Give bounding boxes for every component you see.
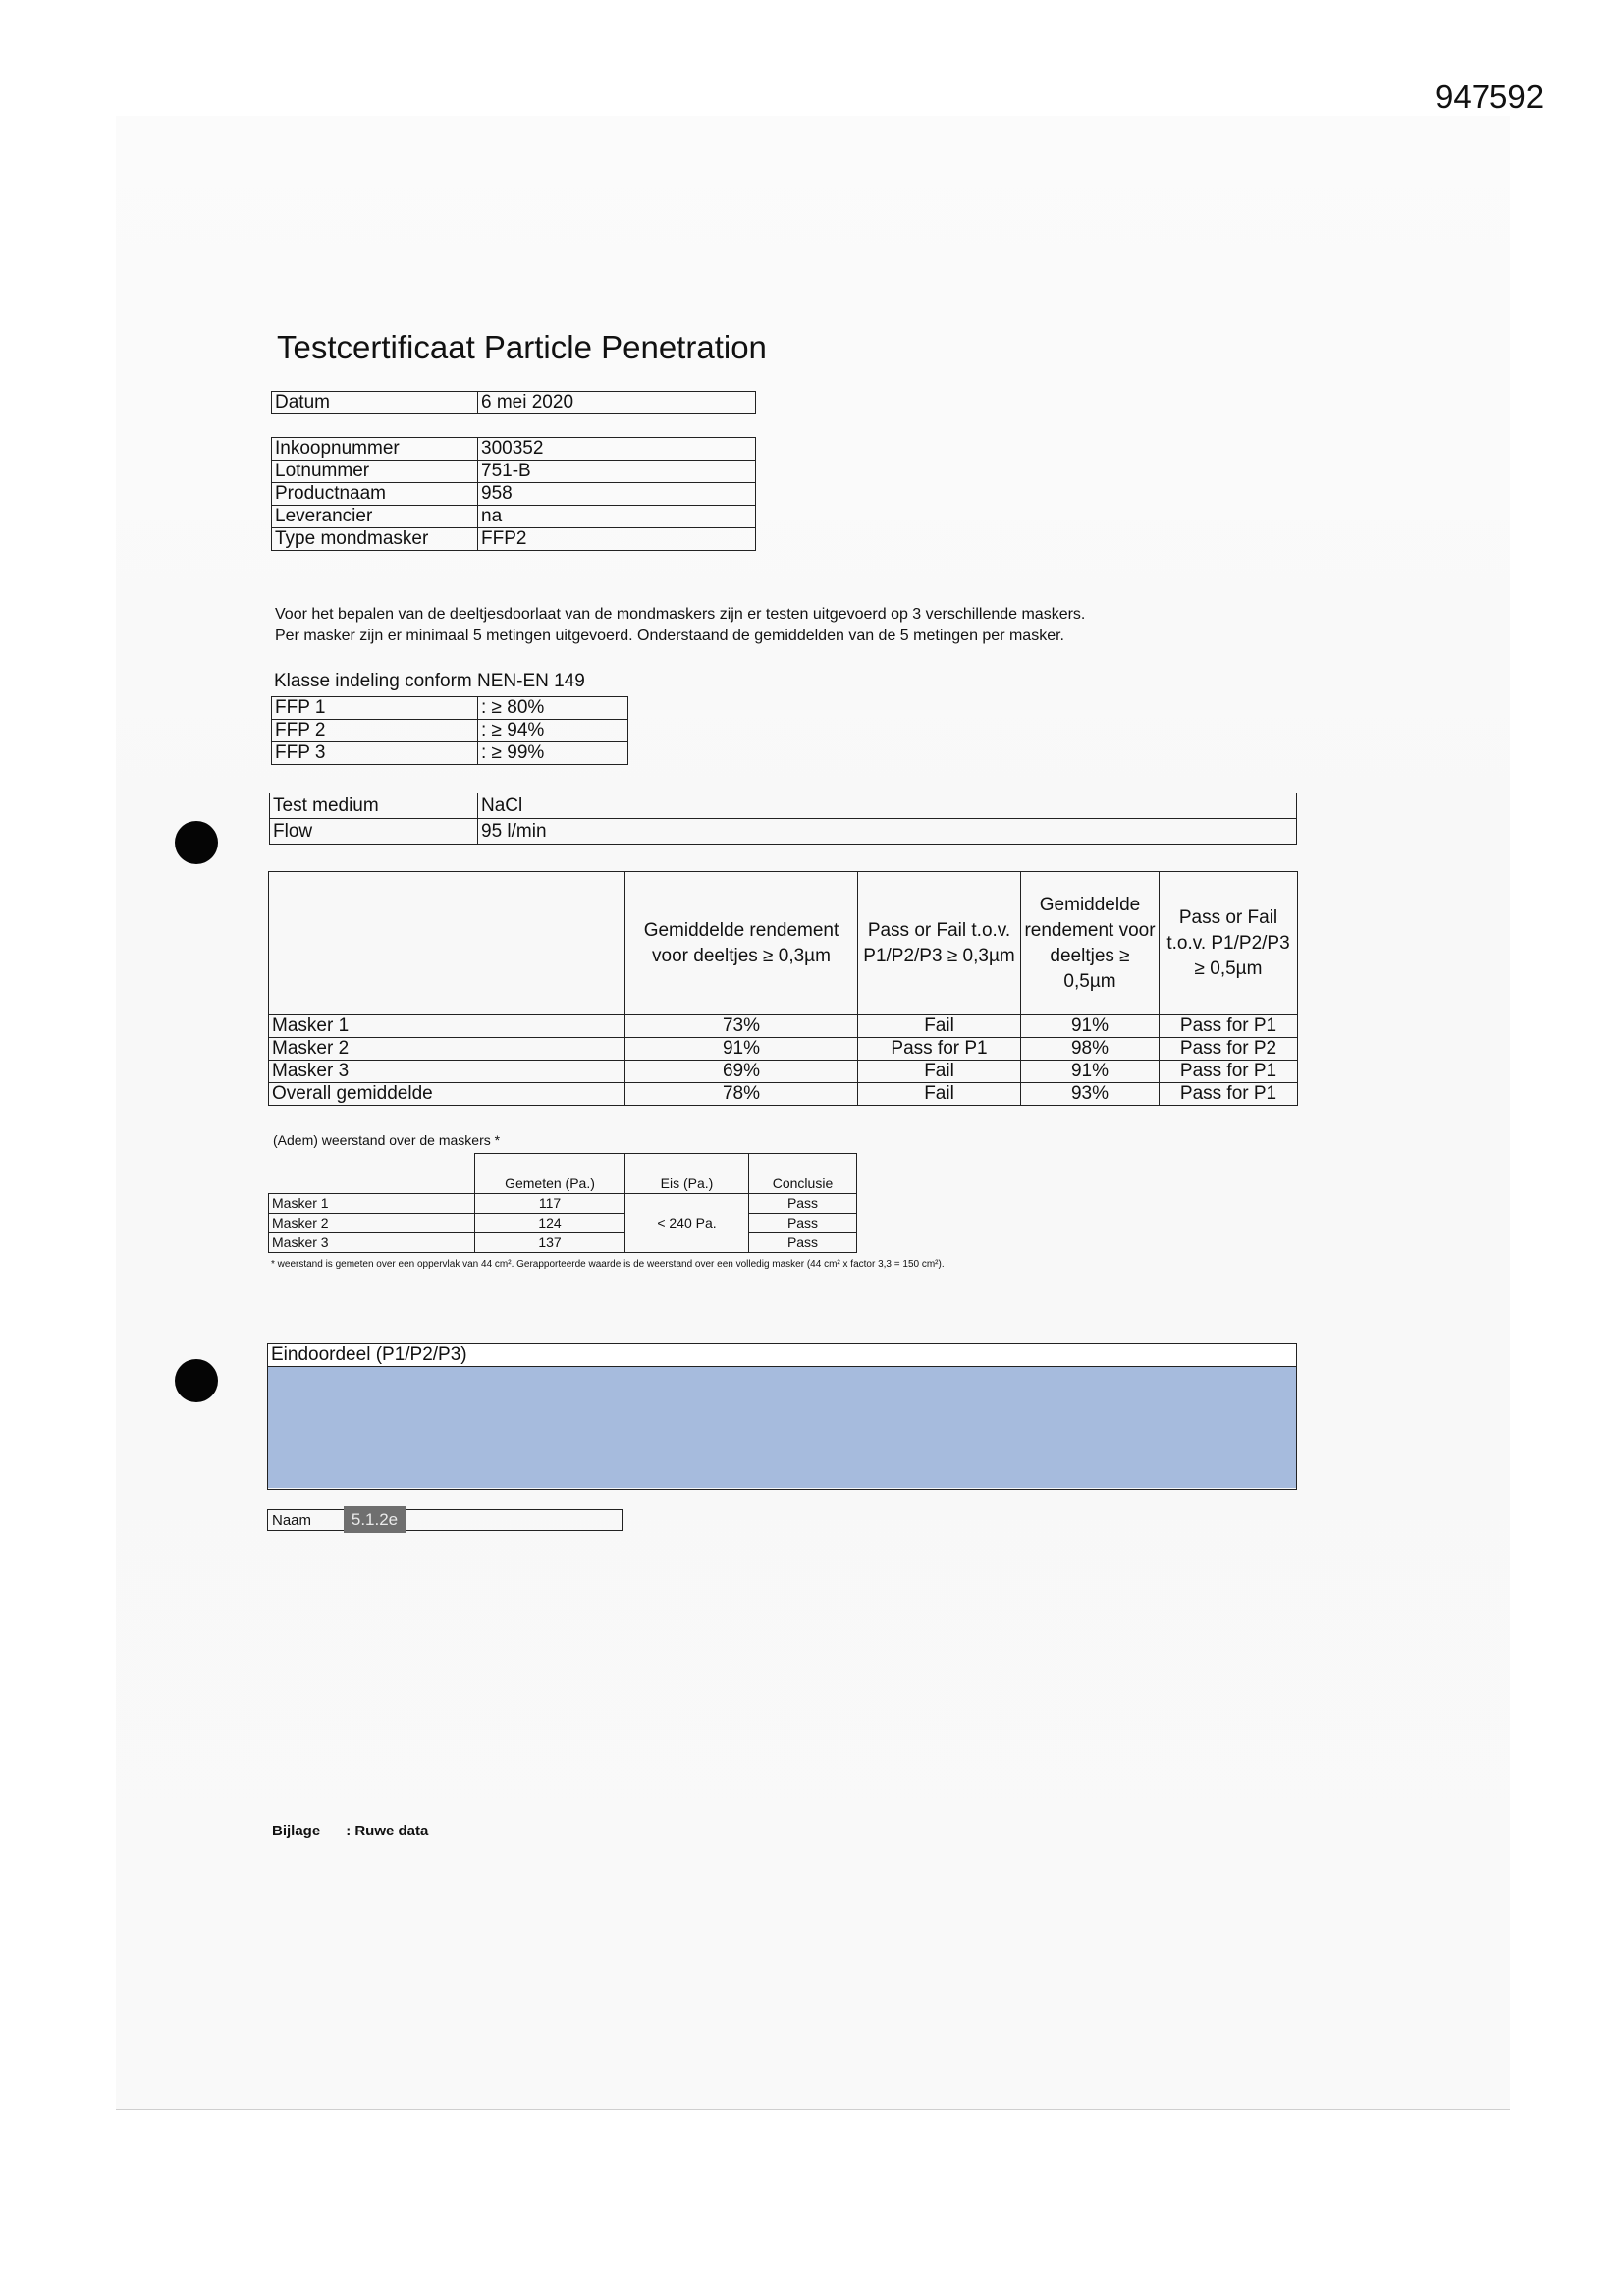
punch-hole xyxy=(175,821,218,864)
results-header-pf03: Pass or Fail t.o.v. P1/P2/P3 ≥ 0,3µm xyxy=(858,872,1021,1015)
adem-conclusie: Pass xyxy=(749,1233,857,1253)
results-row-label: Masker 3 xyxy=(269,1061,625,1083)
intro-paragraph xyxy=(275,604,1085,647)
klasse-row xyxy=(272,742,628,765)
product-info-label: Inkoopnummer xyxy=(272,438,478,461)
results-pf03: Fail xyxy=(858,1015,1021,1038)
datum-row xyxy=(272,392,756,414)
product-info-label: Leverancier xyxy=(272,506,478,528)
adem-row-label: Masker 2 xyxy=(269,1214,475,1233)
results-row xyxy=(269,1083,1298,1106)
adem-header-gemeten: Gemeten (Pa.) xyxy=(475,1154,625,1194)
results-row-label: Overall gemiddelde xyxy=(269,1083,625,1106)
intro-line: Per masker zijn er minimaal 5 metingen uitgevoerd. Onderstaand de gemiddelden van de 5 metingen per masker. xyxy=(275,628,1064,644)
adem-conclusie: Pass xyxy=(749,1194,857,1214)
product-info-table xyxy=(271,437,756,551)
product-info-value: 300352 xyxy=(478,438,756,461)
scan-edge-line xyxy=(116,2109,1510,2110)
eindoordeel-box xyxy=(267,1343,1297,1490)
adem-eis-value: < 240 Pa. xyxy=(625,1194,749,1253)
product-info-value: na xyxy=(478,506,756,528)
eindoordeel-fill xyxy=(268,1367,1296,1488)
test-condition-value: 95 l/min xyxy=(478,819,1297,845)
datum-value: 6 mei 2020 xyxy=(478,392,756,414)
adem-footnote: * weerstand is gemeten over een oppervlak van 44 cm². Gerapporteerde waarde is de weerstand over een volledig masker (44 cm² x factor 3,3 = 150 cm²). xyxy=(271,1259,945,1270)
product-info-row xyxy=(272,461,756,483)
results-pf03: Fail xyxy=(858,1083,1021,1106)
klasse-value: : ≥ 80% xyxy=(478,697,628,720)
adem-gemeten: 117 xyxy=(475,1194,625,1214)
results-eff05: 91% xyxy=(1021,1061,1160,1083)
results-eff03: 91% xyxy=(625,1038,858,1061)
datum-label: Datum xyxy=(272,392,478,414)
intro-line: Voor het bepalen van de deeltjesdoorlaat van de mondmaskers zijn er testen uitgevoerd op 3 verschillende maskers. xyxy=(275,606,1086,623)
adem-row xyxy=(269,1214,857,1233)
adem-table xyxy=(268,1153,857,1253)
adem-row xyxy=(269,1194,857,1214)
klasse-row xyxy=(272,720,628,742)
results-eff05: 98% xyxy=(1021,1038,1160,1061)
klasse-title: Klasse indeling conform NEN-EN 149 xyxy=(274,671,585,691)
results-pf03: Pass for P1 xyxy=(858,1038,1021,1061)
product-info-label: Type mondmasker xyxy=(272,528,478,551)
results-eff03: 78% xyxy=(625,1083,858,1106)
results-header-row xyxy=(269,872,1298,1015)
results-row xyxy=(269,1038,1298,1061)
adem-header-conclusie: Conclusie xyxy=(749,1154,857,1194)
scanned-page xyxy=(116,116,1510,2109)
results-eff05: 91% xyxy=(1021,1015,1160,1038)
klasse-label: FFP 1 xyxy=(272,697,478,720)
adem-row xyxy=(269,1233,857,1253)
product-info-row xyxy=(272,438,756,461)
test-condition-value: NaCl xyxy=(478,793,1297,819)
product-info-row xyxy=(272,506,756,528)
datum-table xyxy=(271,391,756,414)
test-conditions-table xyxy=(269,793,1297,845)
results-pf05: Pass for P1 xyxy=(1160,1015,1298,1038)
adem-gemeten: 124 xyxy=(475,1214,625,1233)
test-condition-label: Flow xyxy=(270,819,478,845)
naam-label: Naam xyxy=(272,1512,312,1529)
adem-conclusie: Pass xyxy=(749,1214,857,1233)
product-info-row xyxy=(272,528,756,551)
naam-box xyxy=(267,1509,623,1531)
adem-title: (Adem) weerstand over de maskers * xyxy=(273,1132,501,1148)
results-eff05: 93% xyxy=(1021,1083,1160,1106)
adem-row-label: Masker 1 xyxy=(269,1194,475,1214)
redaction-mark: 5.1.2e xyxy=(344,1506,406,1533)
bijlage xyxy=(272,1823,428,1839)
document-id: 947592 xyxy=(1435,79,1544,115)
product-info-value: FFP2 xyxy=(478,528,756,551)
document-title: Testcertificaat Particle Penetration xyxy=(277,329,767,365)
results-header-eff03: Gemiddelde rendement voor deeltjes ≥ 0,3µm xyxy=(625,872,858,1015)
results-table xyxy=(268,871,1298,1106)
adem-header-empty xyxy=(269,1154,475,1194)
product-info-label: Lotnummer xyxy=(272,461,478,483)
klasse-row xyxy=(272,697,628,720)
test-condition-label: Test medium xyxy=(270,793,478,819)
results-header-eff05: Gemiddelde rendement voor deeltjes ≥ 0,5µm xyxy=(1021,872,1160,1015)
results-header-pf05: Pass or Fail t.o.v. P1/P2/P3 ≥ 0,5µm xyxy=(1160,872,1298,1015)
test-condition-row xyxy=(270,819,1297,845)
product-info-value: 751-B xyxy=(478,461,756,483)
results-eff03: 73% xyxy=(625,1015,858,1038)
product-info-value: 958 xyxy=(478,483,756,506)
results-pf05: Pass for P1 xyxy=(1160,1061,1298,1083)
adem-header-row xyxy=(269,1154,857,1194)
adem-row-label: Masker 3 xyxy=(269,1233,475,1253)
klasse-value: : ≥ 94% xyxy=(478,720,628,742)
klasse-table xyxy=(271,696,628,765)
results-pf05: Pass for P2 xyxy=(1160,1038,1298,1061)
bijlage-label: Bijlage xyxy=(272,1823,321,1839)
klasse-label: FFP 2 xyxy=(272,720,478,742)
product-info-row xyxy=(272,483,756,506)
results-row-label: Masker 2 xyxy=(269,1038,625,1061)
klasse-label: FFP 3 xyxy=(272,742,478,765)
results-row xyxy=(269,1061,1298,1083)
results-eff03: 69% xyxy=(625,1061,858,1083)
adem-header-eis: Eis (Pa.) xyxy=(625,1154,749,1194)
results-header-empty xyxy=(269,872,625,1015)
bijlage-value: : Ruwe data xyxy=(346,1823,429,1839)
results-pf05: Pass for P1 xyxy=(1160,1083,1298,1106)
product-info-label: Productnaam xyxy=(272,483,478,506)
adem-gemeten: 137 xyxy=(475,1233,625,1253)
punch-hole xyxy=(175,1359,218,1402)
results-row-label: Masker 1 xyxy=(269,1015,625,1038)
results-pf03: Fail xyxy=(858,1061,1021,1083)
klasse-value: : ≥ 99% xyxy=(478,742,628,765)
eindoordeel-label: Eindoordeel (P1/P2/P3) xyxy=(268,1344,1296,1367)
test-condition-row xyxy=(270,793,1297,819)
results-row xyxy=(269,1015,1298,1038)
